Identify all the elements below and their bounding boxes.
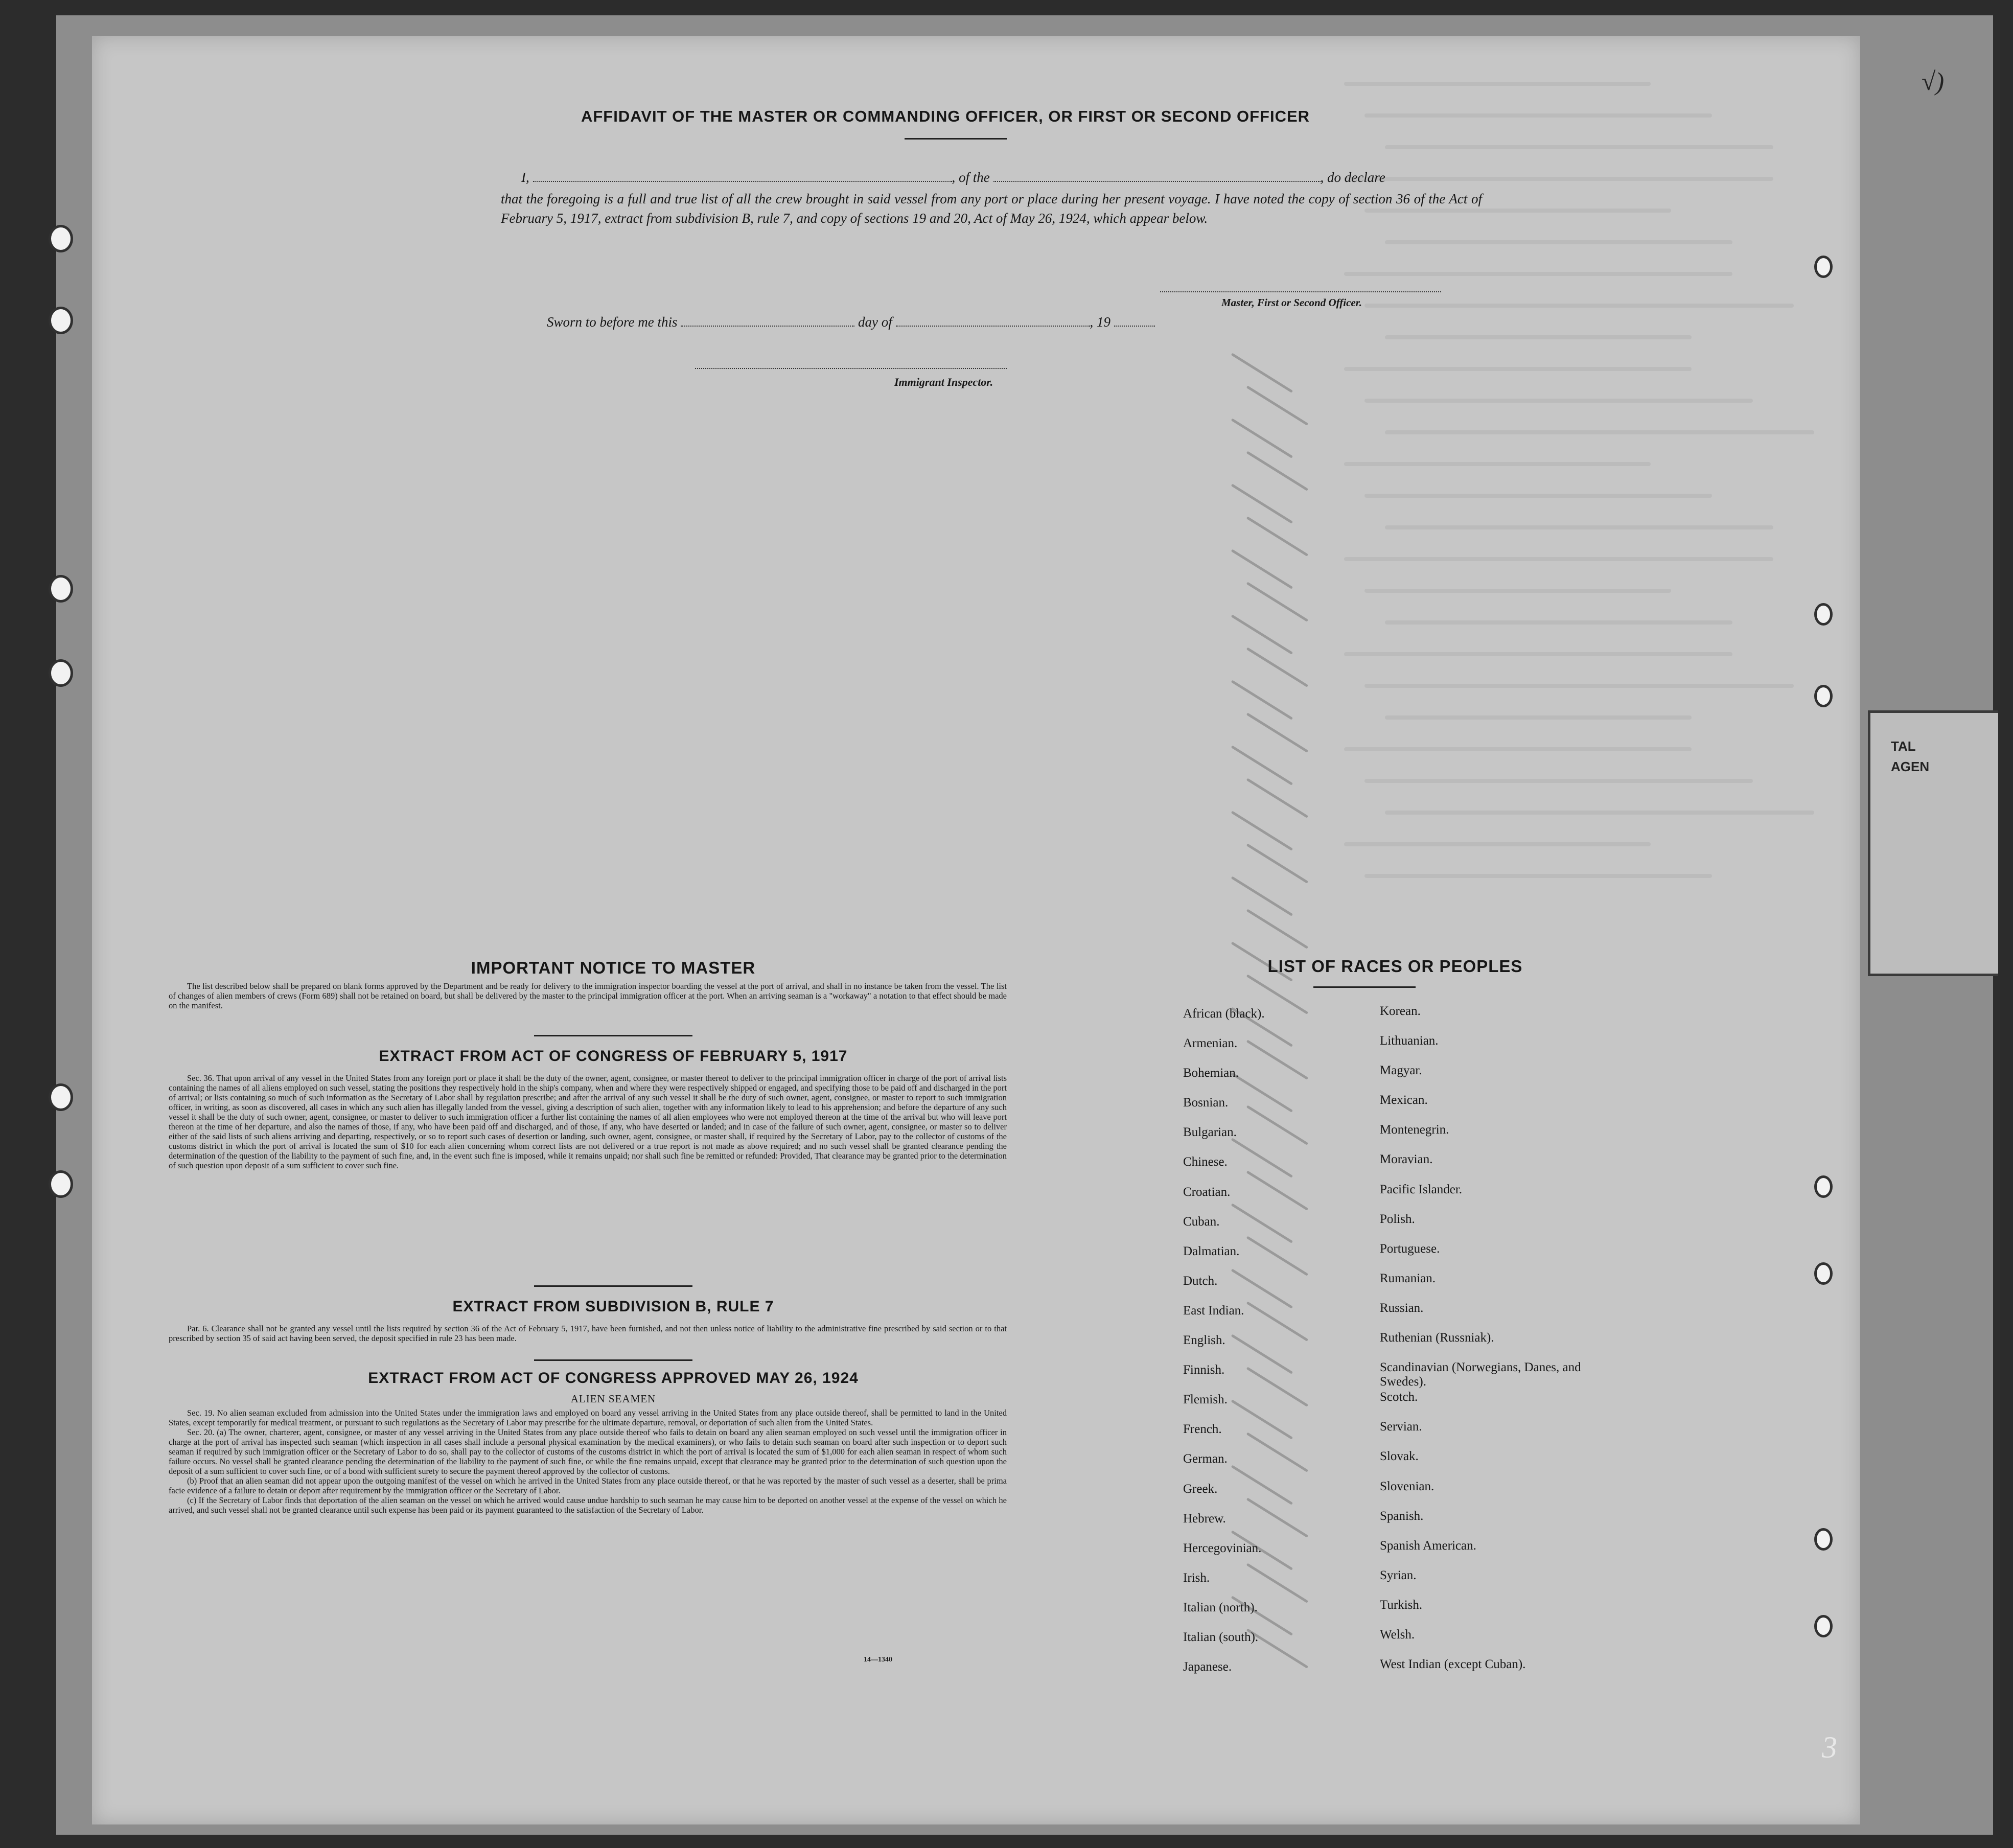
race-item: Italian (south). [1183,1630,1259,1644]
race-item: Bulgarian. [1183,1125,1237,1140]
bleed-through-line [1385,145,1773,149]
bleed-through-line [1364,399,1753,403]
bleed-through-line [1364,304,1794,308]
notice-title: IMPORTANT NOTICE TO MASTER [471,958,756,977]
bleed-through-line [1364,779,1753,783]
pencil-mark [1246,451,1308,491]
declarant-name-field[interactable] [533,181,952,182]
stamp-line-2: AGEN [1891,759,1930,774]
master-signature-caption: Master, First or Second Officer. [1221,296,1362,309]
extract-rule7-body [169,1324,1007,1343]
bleed-through-line [1385,620,1732,625]
race-item: Montenegrin. [1380,1123,1449,1137]
race-item: Croatian. [1183,1185,1231,1199]
stamp-line-1: TAL [1891,738,1916,754]
affidavit-body: that the foregoing is a full and true list of all the crew brought in said vessel from any port or place during her present voyage. I have noted the copy of section 36 of the Act of February 5, 1917, extract from subdivision B, rule 7, and copy of sections 19 and 20, Act of May 26, 1924, which appear below. [501,191,1482,226]
race-item: Bosnian. [1183,1096,1229,1110]
extract-1917-body [169,1073,1007,1170]
race-item: French. [1183,1422,1222,1437]
race-item: Italian (north). [1183,1600,1258,1614]
race-item: Servian. [1380,1420,1422,1434]
stamp-fragment [1868,710,1998,976]
affidavit-of-the: , of the [952,170,990,185]
pencil-mark [1231,614,1293,654]
race-item: West Indian (except Cuban). [1380,1657,1526,1672]
affidavit-line-1 [501,170,1574,186]
section-20b-text: (b) Proof that an alien seaman did not appear upon the outgoing manifest of the vessel on which he arrived in the United States from any place outside thereof, or that he was reported by the master of such vessel as a deserter, shall be prima facie evidence of a failure to detain or deport after requirement by the immigration officer or the Secretary of Labor. [169,1476,1007,1495]
paragraph-6-text: Par. 6. Clearance shall not be granted any vessel until the lists required by section 36 of the Act of February 5, 1917, have been furnished, and not then unless notice of liability to the administrative fine prescribed by said section or to that prescribed by section 35 of said act having been served, the deposit specified in rule 23 has been made. [169,1324,1007,1343]
punch-hole [1814,685,1833,707]
bleed-through-line [1385,240,1732,244]
punch-hole [1814,1175,1833,1198]
race-item: Spanish. [1380,1509,1424,1523]
pencil-mark [1231,549,1293,589]
race-item: Hebrew. [1183,1511,1226,1526]
race-item: Dutch. [1183,1274,1218,1288]
inspector-signature-line[interactable] [695,368,1007,369]
race-item: Welsh. [1380,1627,1415,1642]
affidavit-do-declare: , do declare [1320,170,1385,185]
punch-hole [1814,1262,1833,1285]
race-item: East Indian. [1183,1303,1244,1318]
pencil-mark [1231,680,1293,720]
sworn-day-field[interactable] [681,326,854,327]
punch-hole [49,307,73,334]
race-item: Polish. [1380,1212,1415,1226]
extract-1917-rule [534,1285,692,1287]
inspector-caption: Immigrant Inspector. [894,376,993,388]
races-left-column [1183,1007,1336,1690]
pencil-mark [1246,582,1308,621]
races-title-rule [1313,986,1416,988]
pencil-mark [1246,385,1308,425]
bleed-through-line [1385,715,1692,720]
race-item: Flemish. [1183,1393,1228,1407]
race-item: African (black). [1183,1007,1265,1021]
master-signature-line[interactable] [1160,291,1441,292]
race-item: Rumanian. [1380,1271,1436,1285]
race-item: English. [1183,1333,1225,1348]
race-item: Chinese. [1183,1155,1228,1169]
bleed-through-line [1385,430,1814,434]
sworn-month-field[interactable] [896,326,1090,327]
margin-note-top: √) [1922,67,1945,96]
races-title: LIST OF RACES OR PEOPLES [1267,957,1523,976]
affidavit-title: AFFIDAVIT OF THE MASTER OR COMMANDING OFFICER, OR FIRST OR SECOND OFFICER [581,107,1310,125]
bleed-through-line [1344,272,1732,276]
race-item: Pacific Islander. [1380,1182,1463,1196]
race-item: Russian. [1380,1301,1424,1315]
pencil-mark [1246,516,1308,556]
race-item: Magyar. [1380,1064,1422,1078]
bleed-through-line [1364,494,1712,498]
sworn-line [547,314,1155,330]
pencil-mark [1231,483,1293,523]
margin-note-bottom: 3 [1822,1730,1837,1764]
punch-hole [49,575,73,603]
bleed-through-line [1364,589,1671,593]
race-item: German. [1183,1452,1228,1466]
section-20a-text: Sec. 20. (a) The owner, charterer, agent, consignee, or master of any vessel arriving in the United States from any place outside thereof who fails to detain on board any alien seaman employed on such vessel until the immigration officer in charge at the port of arrival has inspected such seaman (which inspection in all cases shall include a personal physical examination by the medical examiners), or who fails to detain such seaman on board after such inspection or to deport such seaman if required by such immigration officer or the Secretary of Labor to do so, shall pay to the collector of customs of the customs district in which the port of arrival is located the sum of $1,000 for each alien seaman in respect of whom such failure occurs. No vessel shall be granted clearance pending the determination of the liability to the payment of such fine, or while the fine remains unpaid, except that clearance may be granted prior to the determination of such question upon the deposit of a sum sufficient to cover such fine, or of a bond with sufficient surety to secure the payment thereof approved by the collector of customs. [169,1427,1007,1476]
form-page [92,36,1945,1824]
extract-1924-subtitle: ALIEN SEAMEN [570,1393,656,1405]
sworn-year-field[interactable] [1114,326,1155,327]
vessel-name-field[interactable] [993,181,1321,182]
pencil-mark [1231,418,1293,458]
notice-body [169,981,1007,1010]
section-36-text: Sec. 36. That upon arrival of any vessel in the United States from any foreign port or place it shall be the duty of the owner, agent, consignee, or master thereof to deliver to the principal immigration officer in charge of the port of arrival lists containing the names of all aliens employed on such vessel, stating the positions they respectively hold in the ship's company, when and where they were respectively shipped or engaged, and specifying those to be paid off and discharged in the port of arrival; or lists containing so much of such information as the Secretary of Labor shall by regulation prescribe; and after the arrival of any such vessel it shall be the duty of such owner, agent, consignee, or master to report to such immigration officer, in writing, as soon as discovered, all cases in which any such alien has illegally landed from the vessel, giving a description of such alien, together with any information likely to lead to his apprehension; and before the departure of any such vessel it shall be the duty of such owner, agent, consignee, or master to deliver to such immigration officer a further list containing the names of all alien employees who were not employed thereon at the time of the arrival but who will leave port thereon at the time of her departure, and also the names of those, if any, who have been paid off and discharged, and of those, if any, who have deserted or landed; and in case of the failure of such owner, agent, consignee, or master so to deliver either of the said lists of such aliens arriving and departing, respectively, or so to report such cases of desertion or landing, such owner, agent, consignee, or master shall, if required by the Secretary of Labor, pay to the collector of customs of the customs district in which the port of arrival is located the sum of $10 for each alien concerning whom correct lists are not delivered or a true report is not made as above required; and no such vessel shall be granted clearance pending the determination of the question of the liability to the payment of such fine, and, in the event such fine is imposed, while it remains unpaid; nor shall such fine be remitted or refunded: Provided, That clearance may be granted prior to the determination of such question upon deposit of a sum sufficient to cover such fine. [169,1073,1007,1170]
pencil-mark [1231,353,1293,392]
pencil-mark [1246,778,1308,818]
extract-rule7-rule [534,1359,692,1361]
race-item: Finnish. [1183,1363,1225,1377]
punch-hole [1814,256,1833,278]
race-item: Slovenian. [1380,1479,1434,1493]
race-item: Spanish American. [1380,1538,1476,1553]
extract-1924-title: EXTRACT FROM ACT OF CONGRESS APPROVED MAY 26, 1924 [368,1370,859,1387]
pencil-mark [1246,843,1308,883]
bleed-through-line [1344,462,1651,466]
section-19-text: Sec. 19. No alien seaman excluded from admission into the United States under the immigration laws and employed on board any vessel arriving in the United States from any place outside thereof, shall be permitted to land in the United States, except temporarily for medical treatment, or pursuant to such regulations as the Secretary of Labor may prescribe for the ultimate departure, removal, or deportation of such alien from the United States. [169,1408,1007,1427]
pencil-mark [1231,876,1293,916]
extract-1917-title: EXTRACT FROM ACT OF CONGRESS OF FEBRUARY 5, 1917 [379,1048,848,1065]
bleed-through-line [1385,335,1692,339]
bleed-through-line [1344,557,1773,561]
bleed-through-line [1364,113,1712,118]
notice-paragraph: The list described below shall be prepared on blank forms approved by the Department and be ready for delivery to the immigration inspector boarding the vessel at the port of arrival, and shall in no instance be taken from the vessel. The list of changes of alien members of crews (Form 689) shall not be retained on board, but shall be delivered by the master to the principal immigration officer at the port. When an arriving seaman is a "workaway" a notation to that effect should be made on the manifest. [169,981,1007,1010]
pencil-mark [1231,811,1293,850]
bleed-through-line [1344,747,1692,751]
race-item: Hercegovinian. [1183,1541,1262,1555]
sworn-year: , 19 [1090,314,1110,330]
affidavit-i: I, [521,170,529,185]
bleed-through-line [1364,684,1794,688]
punch-hole [49,1083,73,1111]
section-20c-text: (c) If the Secretary of Labor finds that deportation of the alien seaman on the vessel on which he arrived would cause undue hardship to such seaman he may cause him to be deported on another vessel at the expense of the vessel on which he arrived, and such vessel shall not be granted clearance until such expense has been paid or its payment guaranteed to the satisfaction of the Secretary of Labor. [169,1495,1007,1515]
punch-hole [1814,1528,1833,1551]
race-item: Bohemian. [1183,1066,1239,1080]
race-item: Ruthenian (Russniak). [1380,1331,1494,1345]
sworn-day-of: day of [858,314,892,330]
bleed-through-line [1344,842,1651,846]
bleed-through-line [1344,82,1651,86]
race-item: Scotch. [1380,1390,1418,1404]
punch-hole [49,1170,73,1198]
race-item: Irish. [1183,1570,1210,1585]
pencil-mark [1231,745,1293,785]
race-item: Armenian. [1183,1036,1238,1051]
punch-hole [1814,1615,1833,1637]
race-item: Scandinavian (Norwegians, Danes, and Swedes). [1380,1360,1581,1389]
race-item: Greek. [1183,1482,1218,1496]
races-right-column [1380,1004,1594,1687]
pencil-mark [1246,909,1308,949]
bleed-through-line [1385,525,1773,529]
extract-1924-body [169,1408,1007,1515]
form-number: 14—1340 [864,1656,892,1664]
extract-rule7-title: EXTRACT FROM SUBDIVISION B, RULE 7 [452,1298,774,1315]
punch-hole [1814,603,1833,626]
pencil-mark [1246,712,1308,752]
punch-hole [49,225,73,252]
bleed-through-line [1344,652,1732,656]
race-item: Japanese. [1183,1660,1232,1674]
race-item: Moravian. [1380,1152,1433,1167]
bleed-through-line [1364,874,1712,878]
punch-hole [49,659,73,687]
pencil-mark [1246,647,1308,687]
bleed-through-line [1385,811,1814,815]
race-item: Dalmatian. [1183,1244,1240,1258]
race-item: Portuguese. [1380,1241,1440,1256]
race-item: Mexican. [1380,1093,1428,1107]
race-item: Turkish. [1380,1598,1423,1612]
sworn-start: Sworn to before me this [547,314,678,330]
bleed-through-line [1344,367,1692,371]
race-item: Syrian. [1380,1568,1417,1582]
race-item: Korean. [1380,1004,1421,1018]
race-item: Cuban. [1183,1214,1220,1229]
affidavit-title-rule [905,138,1007,140]
notice-rule [534,1035,692,1036]
race-item: Lithuanian. [1380,1034,1439,1048]
race-item: Slovak. [1380,1449,1419,1464]
